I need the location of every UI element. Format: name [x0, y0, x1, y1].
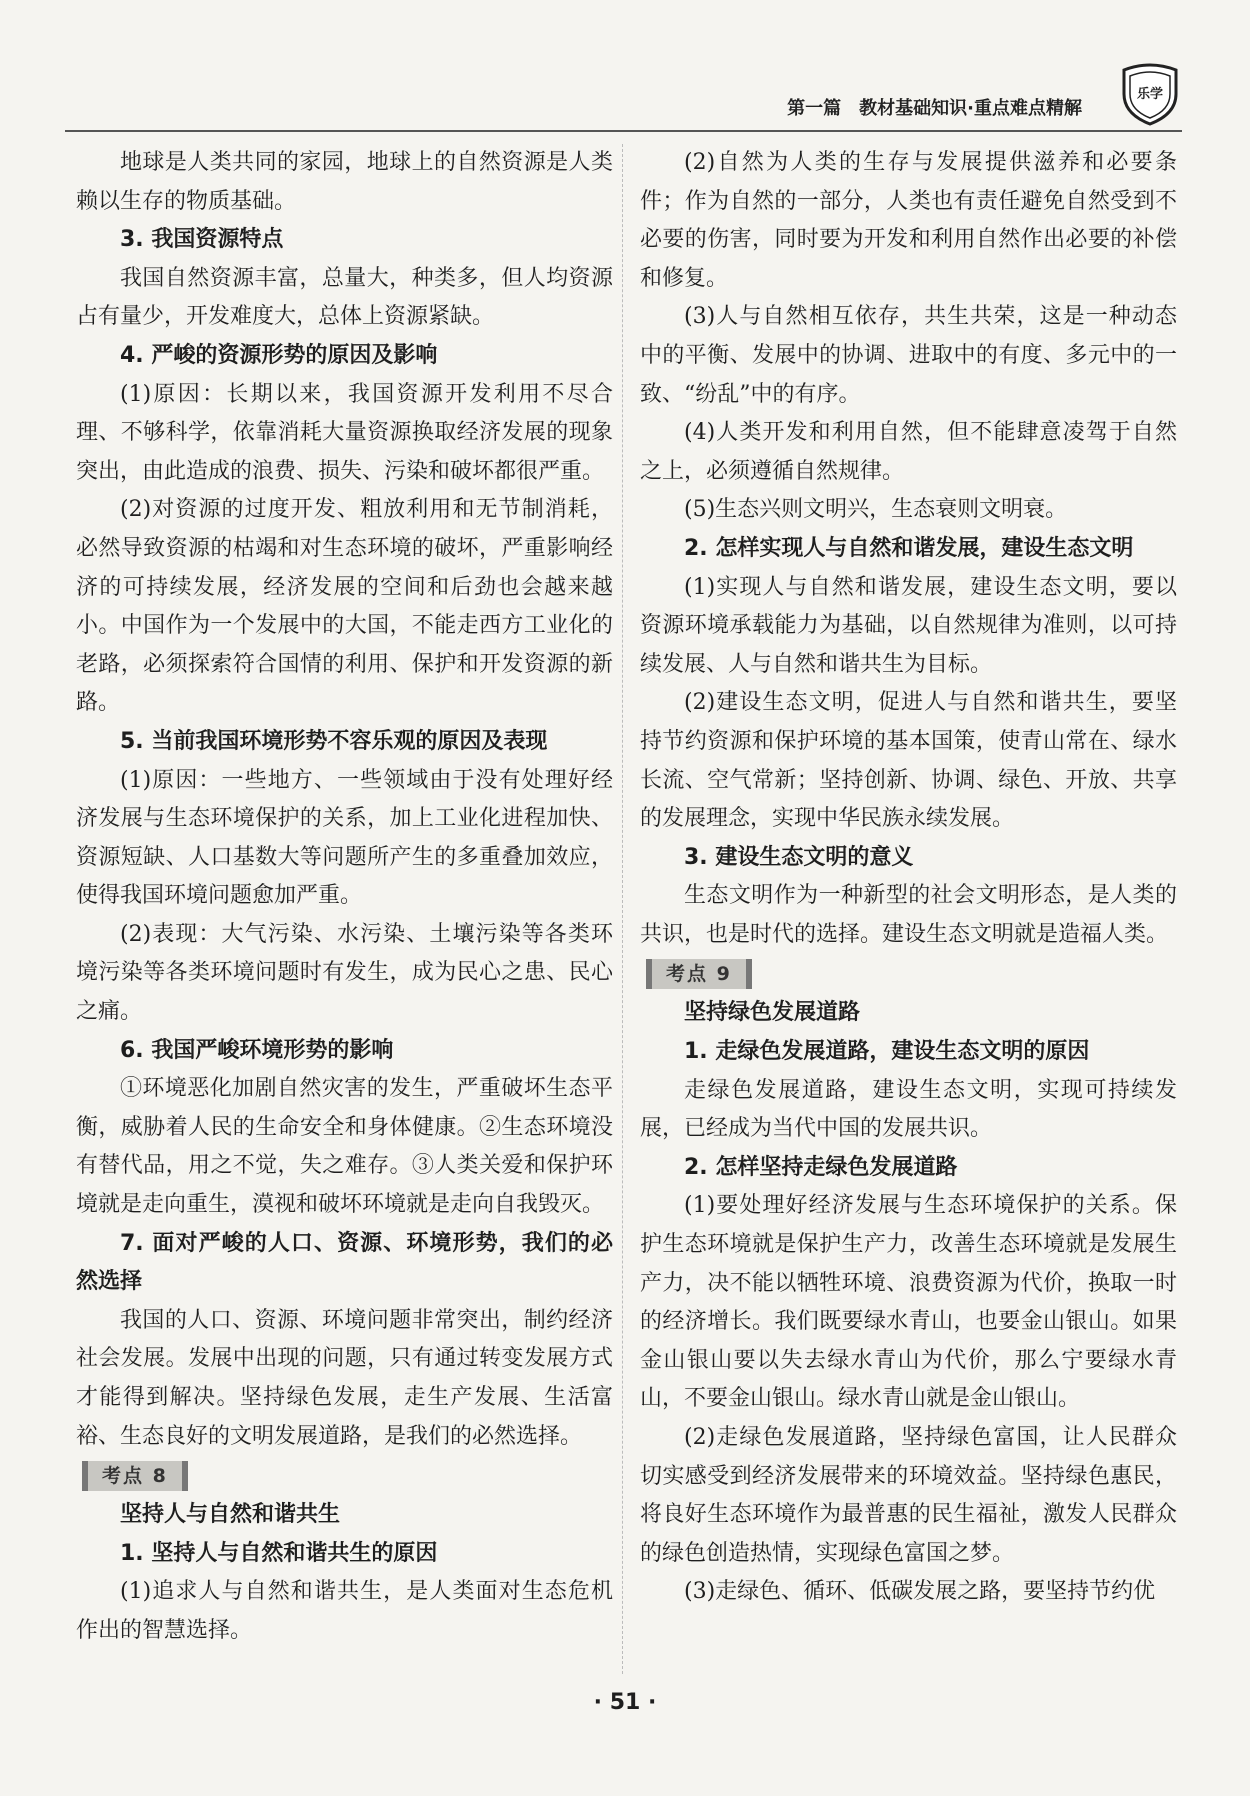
subheading: [640, 1149, 1177, 1188]
paragraph: 生态文明作为一种新型的社会文明形态，是人类的共识，也是时代的选择。建设生态文明就是造福人类。: [640, 883, 1177, 947]
paragraph: (2)自然为人类的生存与发展提供滋养和必要条件；作为自然的一部分，人类也有责任避免自然受到不必要的伤害，同时要为开发和利用自然作出必要的补偿和修复。: [640, 150, 1177, 291]
section-badge: 考点 9: [646, 959, 752, 989]
subheading: [640, 1033, 1177, 1072]
logo-text: 乐学: [1136, 87, 1164, 102]
paragraph: (4)人类开发和利用自然，但不能肆意凌驾于自然之上，必须遵循自然规律。: [640, 420, 1177, 484]
section-badge: 考点 8: [82, 1461, 188, 1491]
section-title: 坚持人与自然和谐共生: [120, 1502, 341, 1528]
paragraph: (5)生态兴则文明兴，生态衰则文明衰。: [684, 497, 1068, 523]
paragraph: 地球是人类共同的家园，地球上的自然资源是人类赖以生存的物质基础。: [76, 150, 613, 214]
paragraph: (2)建设生态文明，促进人与自然和谐共生，要坚持节约资源和保护环境的基本国策，使青山常在、绿水长流、空气常新；坚持创新、协调、绿色、开放、共享的发展理念，实现中华民族永续发展。: [640, 690, 1177, 832]
subheading: [76, 1225, 613, 1302]
paragraph: (3)人与自然相互依存，共生共荣，这是一种动态中的平衡、发展中的协调、进取中的有度、多元中的一致、“纷乱”中的有序。: [640, 304, 1177, 407]
subheading-text: 3. 建设生态文明的意义: [684, 844, 914, 870]
subheading-text: 6. 我国严峻环境形势的影响: [120, 1037, 394, 1063]
subheading-text: 3. 我国资源特点: [120, 227, 284, 253]
subheading: [640, 530, 1177, 569]
section-badge-wrap: [76, 1456, 613, 1496]
paragraph: (1)原因：一些地方、一些领域由于没有处理好经济发展与生态环境保护的关系，加上工业化进程加快、资源短缺、人口基数大等问题所产生的多重叠加效应，使得我国环境问题愈加严重。: [76, 767, 613, 909]
shield-icon: [1118, 60, 1182, 126]
subheading-text: 5. 当前我国环境形势不容乐观的原因及表现: [120, 728, 548, 754]
subheading: [640, 839, 1177, 878]
subheading-text: 1. 坚持人与自然和谐共生的原因: [120, 1540, 438, 1566]
subheading-text: 2. 怎样实现人与自然和谐发展，建设生态文明: [684, 535, 1134, 561]
subheading-text: 2. 怎样坚持走绿色发展道路: [684, 1154, 958, 1180]
right-column: [640, 144, 1177, 1612]
column-divider: [622, 144, 623, 1674]
section-badge-wrap: [640, 954, 1177, 994]
page-header: [65, 87, 1182, 132]
subheading: [76, 723, 613, 762]
subheading: [76, 337, 613, 376]
subheading-text: 4. 严峻的资源形势的原因及影响: [120, 342, 438, 368]
paragraph: (3)走绿色、循环、低碳发展之路，要坚持节约优: [684, 1579, 1156, 1605]
paragraph: (1)追求人与自然和谐共生，是人类面对生态危机作出的智慧选择。: [76, 1579, 613, 1643]
paragraph: (1)要处理好经济发展与生态环境保护的关系。保护生态环境就是保护生产力，改善生态环境就是发展生产力，决不能以牺牲环境、浪费资源为代价，换取一时的经济增长。我们既要绿水青山，也要金山银山。如果金山银山要以失去绿水青山为代价，那么宁要绿水青山，不要金山银山。绿水青山就是金山银山。: [640, 1193, 1177, 1412]
paragraph: 走绿色发展道路，建设生态文明，实现可持续发展，已经成为当代中国的发展共识。: [640, 1077, 1177, 1142]
paragraph: ①环境恶化加剧自然灾害的发生，严重破坏生态平衡，威胁着人民的生命安全和身体健康。②生态环境没有替代品，用之不觉，失之难存。③人类关爱和保护环境就是走向重生，漠视和破坏环境就是走向自我毁灭。: [76, 1076, 613, 1218]
page-number: · 51 ·: [593, 1690, 657, 1715]
left-column: [76, 144, 613, 1651]
section-title: 坚持绿色发展道路: [684, 1000, 861, 1026]
subheading: [76, 221, 613, 260]
publisher-logo: [1118, 60, 1182, 126]
paragraph: (2)对资源的过度开发、粗放利用和无节制消耗，必然导致资源的枯竭和对生态环境的破坏，严重影响经济的可持续发展，经济发展的空间和后劲也会越来越小。中国作为一个发展中的大国，不能走西方工业化的老路，必须探索符合国情的利用、保护和开发资源的新路。: [76, 497, 613, 716]
paragraph: (1)原因：长期以来，我国资源开发利用不尽合理、不够科学，依靠消耗大量资源换取经济发展的现象突出，由此造成的浪费、损失、污染和破坏都很严重。: [76, 381, 613, 484]
paragraph: (2)走绿色发展道路，坚持绿色富国，让人民群众切实感受到经济发展带来的环境效益。坚持绿色惠民，将良好生态环境作为最普惠的民生福祉，激发人民群众的绿色创造热情，实现绿色富国之梦。: [640, 1425, 1177, 1566]
paragraph: 我国的人口、资源、环境问题非常突出，制约经济社会发展。发展中出现的问题，只有通过转变发展方式才能得到解决。坚持绿色发展，走生产发展、生活富裕、生态良好的文明发展道路，是我们的必然选择。: [76, 1307, 613, 1449]
paragraph: (1)实现人与自然和谐发展，建设生态文明，要以资源环境承载能力为基础，以自然规律为准则，以可持续发展、人与自然和谐共生为目标。: [640, 574, 1177, 677]
paragraph: 我国自然资源丰富，总量大，种类多，但人均资源占有量少，开发难度大，总体上资源紧缺。: [76, 265, 613, 330]
subheading-text: 1. 走绿色发展道路，建设生态文明的原因: [684, 1039, 1090, 1065]
subheading: [76, 1032, 613, 1071]
paragraph: (2)表现：大气污染、水污染、土壤污染等各类环境污染等各类环境问题时有发生，成为民心之患、民心之痛。: [76, 921, 613, 1025]
subheading-text: 7. 面对严峻的人口、资源、环境形势，我们的必然选择: [76, 1230, 613, 1295]
subheading: [76, 1535, 613, 1574]
header-title: 第一篇 教材基础知识·重点难点精解: [787, 98, 1082, 119]
